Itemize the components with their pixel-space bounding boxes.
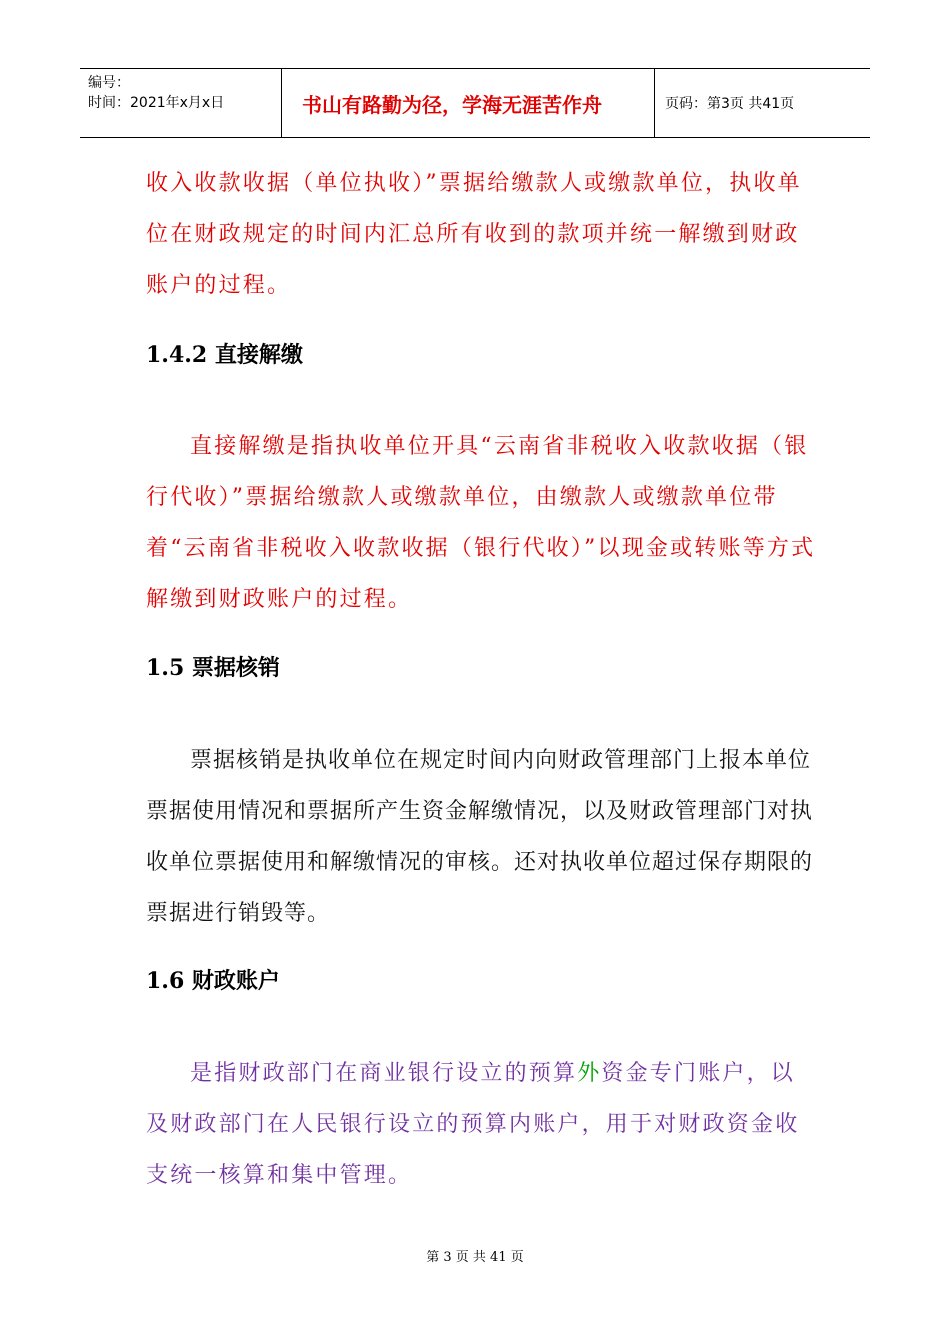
page-header	[80, 68, 870, 138]
paragraph-invoice-writeoff: 票据核销是执收单位在规定时间内向财政管理部门上报本单位票据使用情况和票据所产生资金解缴情况，以及财政管理部门对执收单位票据使用和解缴情况的审核。还对执收单位超过保存期限的票据进行销毁等。	[146, 748, 814, 926]
paragraph-unit-collection-end: 收入收款收据（单位执收）”票据给缴款人或缴款单位，执收单位在财政规定的时间内汇总所有收到的款项并统一解缴到财政账户的过程。	[146, 171, 802, 298]
paragraph-direct-payment: 直接解缴是指执收单位开具“云南省非税收入收款收据（银行代收）”票据给缴款人或缴款单位，由缴款人或缴款单位带着“云南省非税收入收款收据（银行代收）”以现金或转账等方式解缴到财政账户的过程。	[146, 434, 816, 612]
section-heading-1-6: 1.6 财政账户	[146, 968, 280, 994]
paragraph-fiscal-account	[146, 1048, 816, 1201]
header-motto: 书山有路勤为径，学海无涯苦作舟	[282, 69, 655, 137]
fiscal-account-text-part1: 是指财政部门在商业银行设立的预算	[190, 1061, 578, 1086]
doc-number-label: 编号：	[88, 75, 130, 91]
fiscal-account-highlight: 外	[577, 1061, 602, 1086]
section-heading-1-5: 1.5 票据核销	[146, 655, 280, 681]
header-page-info: 页码：第3页 共41页	[665, 96, 795, 112]
fiscal-account-text-part2: 资金专门账户，以及财政部门在人民银行设立的预算内账户，用于对财政资金收支统一核算和集中管理。	[146, 1061, 800, 1188]
doc-date-label: 时间：2021年x月x日	[88, 95, 225, 111]
section-heading-1-4-2: 1.4.2 直接解缴	[146, 342, 303, 368]
header-meta	[80, 69, 282, 137]
page-footer: 第 3 页 共 41 页	[426, 1250, 524, 1265]
